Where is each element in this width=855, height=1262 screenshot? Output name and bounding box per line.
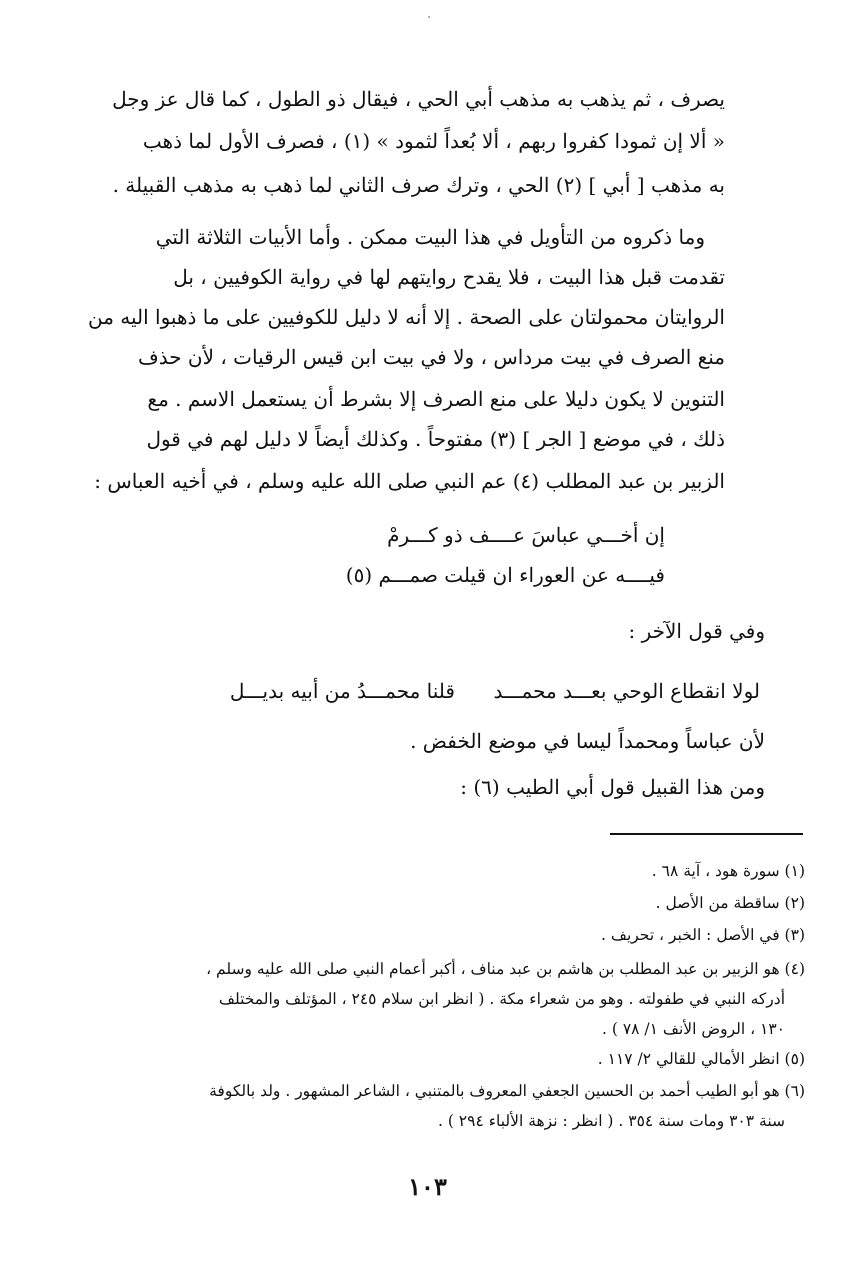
body-line: تقدمت قبل هذا البيت ، فلا يقدح روايتهم لها في رواية الكوفيين ، بل (173, 265, 725, 289)
footnote-4-line-2: أدركه النبي في طفولته . وهو من شعراء مكة . ( انظر ابن سلام ٢٤٥ ، المؤتلف والمختلف (218, 990, 785, 1008)
body-line: ومن هذا القبيل قول أبي الطيب (٦) : (460, 775, 765, 799)
body-line: الزبير بن عبد المطلب (٤) عم النبي صلى الله عليه وسلم ، في أخيه العباس : (94, 469, 725, 493)
verse-line: فيــــه عن العوراء ان قيلت صمـــم (٥) (345, 563, 665, 587)
footnote-1: (١) سورة هود ، آية ٦٨ . (651, 862, 805, 880)
body-line: لأن عباساً ومحمداً ليسا في موضع الخفض . (410, 729, 765, 753)
body-line: منع الصرف في بيت مرداس ، ولا في بيت ابن قيس الرقيات ، لأن حذف (137, 345, 725, 369)
footnote-4-line-1: (٤) هو الزبير بن عبد المطلب بن هاشم بن عبد مناف ، أكبر أعمام النبي صلى الله عليه وسلم ، (206, 960, 805, 978)
footnote-3: (٣) في الأصل : الخبر ، تحريف . (601, 926, 805, 944)
footnote-2: (٢) ساقطة من الأصل . (655, 894, 805, 912)
body-line: وفي قول الآخر : (628, 619, 765, 643)
footnote-separator (610, 833, 803, 835)
verse-hemistich-second: قلنا محمـــدُ من أبيه بديـــل (229, 679, 455, 703)
footnote-6-line-1: (٦) هو أبو الطيب أحمد بن الحسين الجعفي المعروف بالمتنبي ، الشاعر المشهور . ولد بالكوفة (209, 1082, 805, 1100)
verse-line: إن أخـــي عباسَ عــــف ذو كـــرمْ (387, 523, 665, 547)
body-line: ذلك ، في موضع [ الجر ] (٣) مفتوحاً . وكذلك أيضاً لا دليل لهم في قول (146, 427, 725, 451)
body-line: به مذهب [ أبي ] (٢) الحي ، وترك صرف الثاني لما ذهب به مذهب القبيلة . (112, 173, 725, 197)
body-line: يصرف ، ثم يذهب به مذهب أبي الحي ، فيقال ذو الطول ، كما قال عز وجل (112, 87, 725, 111)
body-line: « ألا إن ثمودا كفروا ربهم ، ألا بُعداً لثمود » (١) ، فصرف الأول لما ذهب (142, 129, 725, 153)
body-line: وما ذكروه من التأويل في هذا البيت ممكن . وأما الأبيات الثلاثة التي (155, 225, 705, 249)
paper-speck (428, 16, 430, 18)
footnote-6-line-2: سنة ٣٠٣ ومات سنة ٣٥٤ . ( انظر : نزهة الألباء ٢٩٤ ) . (437, 1112, 785, 1130)
footnote-5: (٥) انظر الأمالي للقالي ٢/ ١١٧ . (597, 1050, 805, 1068)
footnote-4-line-3: ١٣٠ ، الروض الأنف ١/ ٧٨ ) . (602, 1020, 785, 1038)
verse-hemistich-first: لولا انقطاع الوحي بعـــد محمـــد (493, 679, 760, 703)
body-line: الروايتان محمولتان على الصحة . إلا أنه لا دليل للكوفيين على ما ذهبوا اليه من (87, 305, 725, 329)
page-number: ١٠٣ (408, 1172, 447, 1201)
body-line: التنوين لا يكون دليلا على منع الصرف إلا بشرط أن يستعمل الاسم . مع (147, 387, 725, 411)
